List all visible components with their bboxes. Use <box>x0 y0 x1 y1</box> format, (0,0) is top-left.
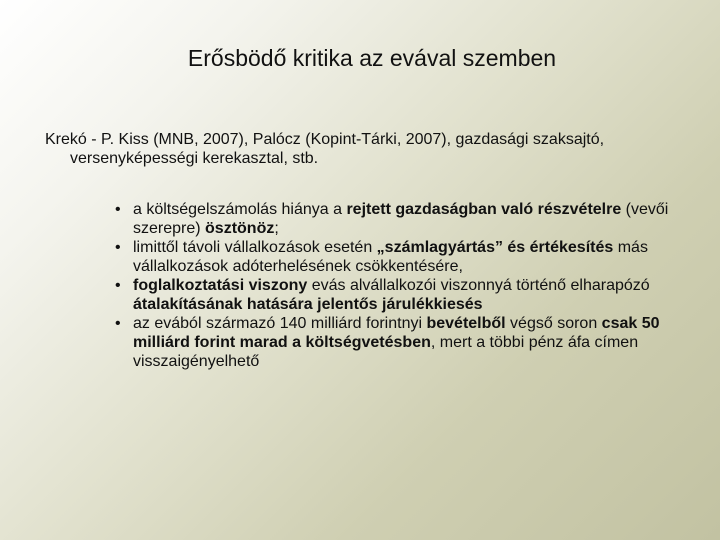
bullet-icon: • <box>115 315 121 332</box>
bullet-bold-text: átalakításának hatására jelentős járulékkiesés <box>133 296 483 313</box>
bullet-bold-text: ösztönöz <box>205 220 275 237</box>
bullet-icon: • <box>115 201 121 218</box>
bullet-text: a költségelszámolás hiánya a <box>133 201 347 218</box>
bullet-bold-text: foglalkoztatási viszony <box>133 277 308 294</box>
bullet-item <box>115 200 690 238</box>
bullet-text: , mert a többi pénz áfa címen visszaigényelhető <box>133 334 639 370</box>
bullet-text: végső soron <box>505 315 602 332</box>
bullet-text: más vállalkozások adóterhelésének csökkentésére, <box>133 239 648 275</box>
slide-title: Erősbödő kritika az evával szemben <box>187 45 557 71</box>
bullet-item <box>115 314 690 371</box>
bullet-bold-text: rejtett gazdaságban való részvételre <box>346 201 622 218</box>
bullet-text: evás alvállalkozói viszonnyá történő elharapózó <box>307 277 650 294</box>
bullet-item <box>115 276 690 314</box>
bullet-bold-text: csak 50 milliárd forint marad a költségvetésben <box>133 315 660 351</box>
bullet-icon: • <box>115 239 121 256</box>
bullet-list <box>115 200 690 371</box>
bullet-icon: • <box>115 277 121 294</box>
bullet-text: az evából származó 140 milliárd forintnyi <box>133 315 427 332</box>
intro-text: Krekó - P. Kiss (MNB, 2007), Palócz (Kopint-Tárki, 2007), gazdasági szaksajtó, versenyképességi kerekasztal, stb. <box>45 131 605 167</box>
bullet-bold-text: bevételből <box>426 315 506 332</box>
bullet-bold-text: „számlagyártás” és értékesítés <box>376 239 614 256</box>
bullet-text: limittől távoli vállalkozások esetén <box>133 239 377 256</box>
bullet-text: (vevői szerepre) <box>133 201 669 237</box>
bullet-item <box>115 238 690 276</box>
bullet-text: ; <box>274 220 279 237</box>
